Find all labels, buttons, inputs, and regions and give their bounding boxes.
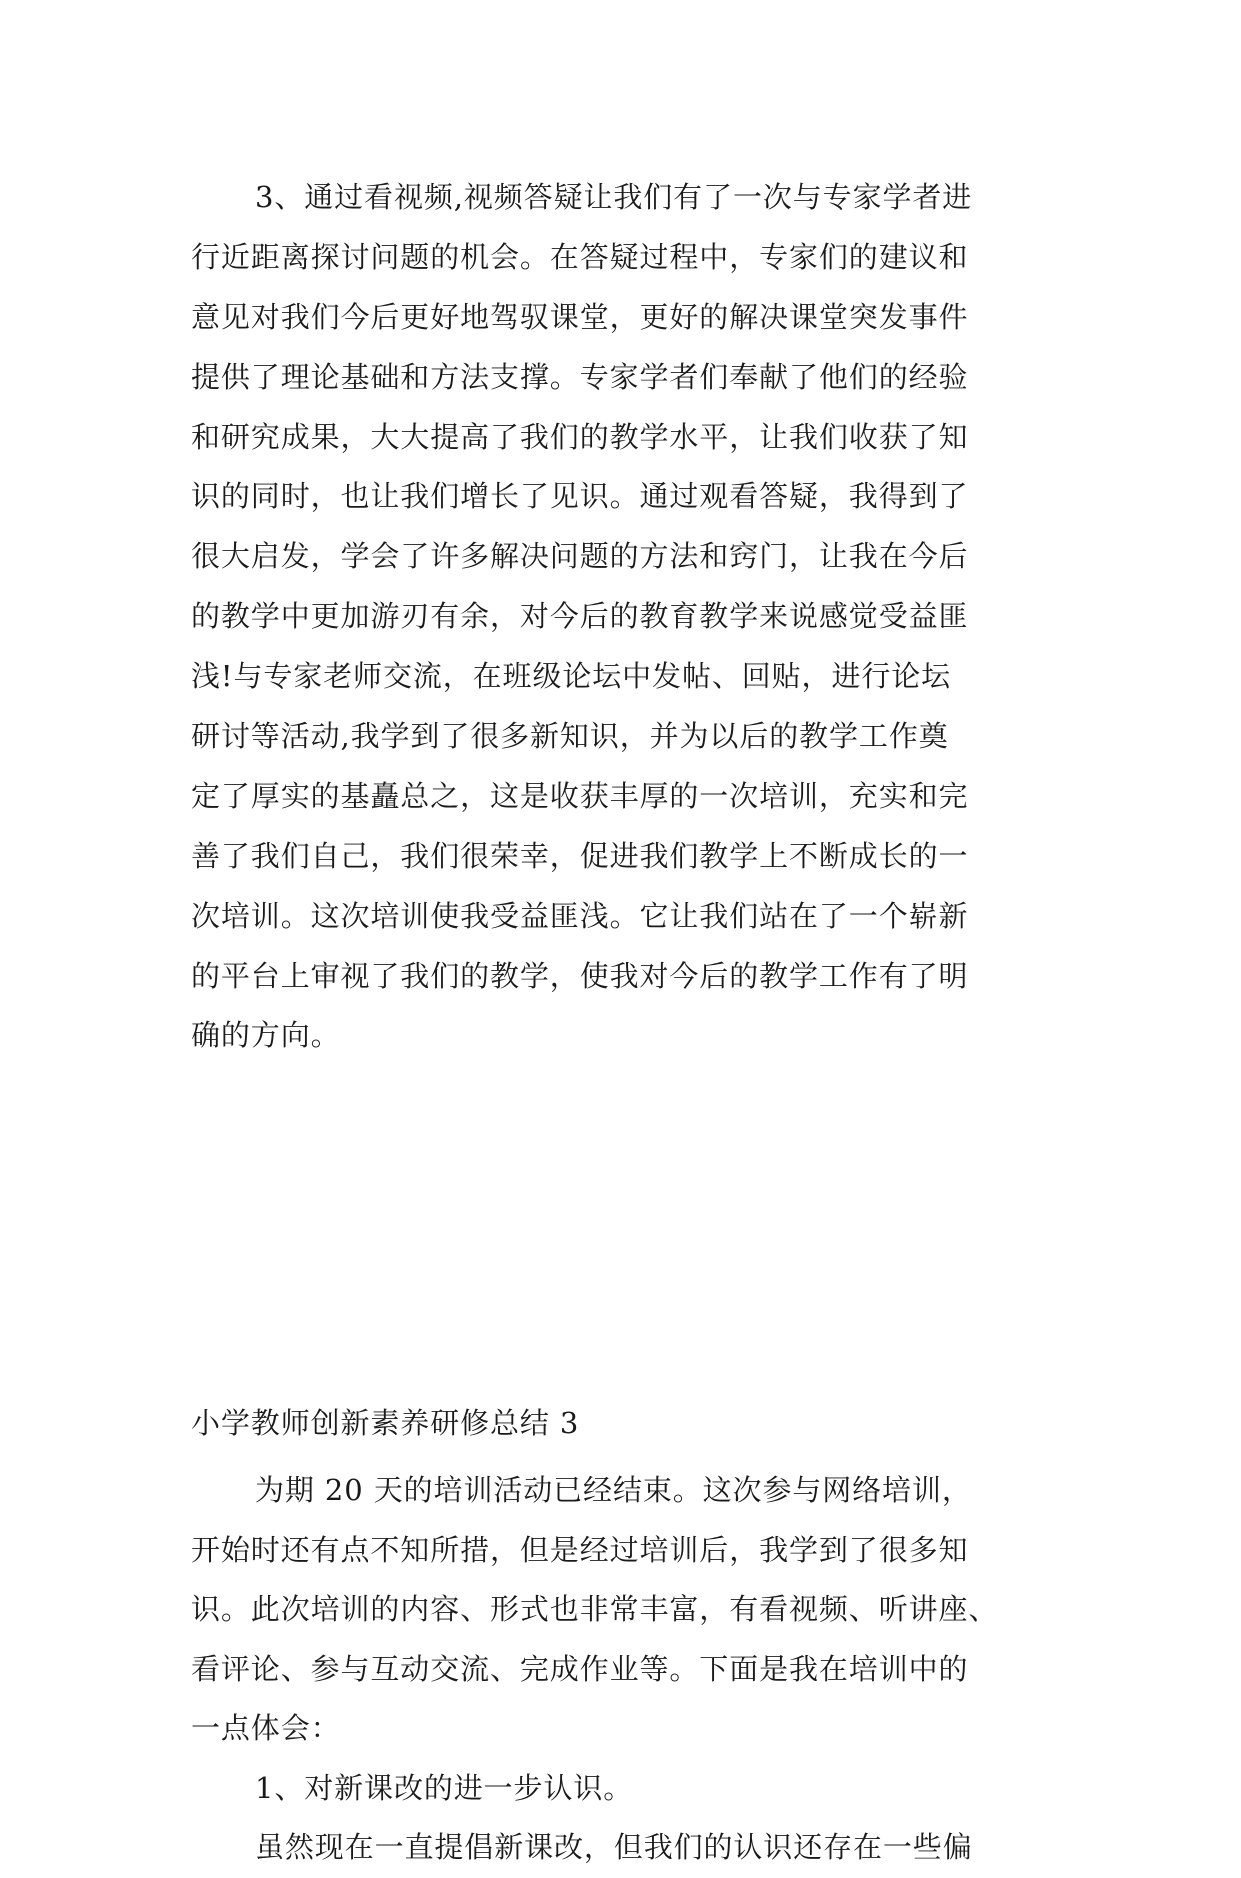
paragraph-line: 看评论、参与互动交流、完成作业等。下面是我在培训中的 [191,1651,969,1686]
paragraph-expert-qa [191,168,1051,1066]
paragraph-line: 研讨等活动,我学到了很多新知识，并为以后的教学工作奠 [191,719,949,754]
paragraph-training-summary [191,1461,1051,1878]
paragraph-line: 识。此次培训的内容、形式也非常丰富，有看视频、听讲座、 [191,1592,999,1626]
paragraph-line: 虽然现在一直提倡新课改，但我们的认识还存在一些偏 [255,1830,973,1864]
paragraph-line: 和研究成果，大大提高了我们的教学水平，让我们收获了知 [191,419,969,454]
paragraph-line: 次培训。这次培训使我受益匪浅。它让我们站在了一个崭新 [191,898,969,933]
paragraph-line: 为期 20 天的培训活动已经结束。这次参与网络培训， [255,1473,972,1507]
paragraph-line: 开始时还有点不知所措，但是经过培训后，我学到了很多知 [191,1532,969,1567]
paragraph-line: 一点体会： [191,1711,341,1745]
paragraph-line: 提供了理论基础和方法支撑。专家学者们奉献了他们的经验 [191,359,969,394]
paragraph-line: 识的同时，也让我们增长了见识。通过观看答疑，我得到了 [191,479,969,514]
paragraph-line: 确的方向。 [191,1018,341,1053]
list-item-heading: 1、对新课改的进一步认识。 [255,1770,634,1805]
paragraph-line: 的平台上审视了我们的教学，使我对今后的教学工作有了明 [191,958,969,993]
section-heading: 小学教师创新素养研修总结 3 [191,1406,580,1440]
paragraph-line: 意见对我们今后更好地驾驭课堂，更好的解决课堂突发事件 [191,299,969,334]
paragraph-line: 3、通过看视频,视频答疑让我们有了一次与专家学者进 [255,180,973,214]
paragraph-line: 行近距离探讨问题的机会。在答疑过程中，专家们的建议和 [191,239,969,274]
paragraph-line: 浅!与专家老师交流，在班级论坛中发帖、回贴，进行论坛 [191,659,952,694]
paragraph-line: 定了厚实的基矗总之，这是收获丰厚的一次培训，充实和完 [191,778,969,813]
paragraph-line: 的教学中更加游刃有余，对今后的教育教学来说感觉受益匪 [191,599,969,634]
paragraph-line: 善了我们自己，我们很荣幸，促进我们教学上不断成长的一 [191,838,969,873]
paragraph-line: 很大启发，学会了许多解决问题的方法和窍门，让我在今后 [191,539,969,574]
